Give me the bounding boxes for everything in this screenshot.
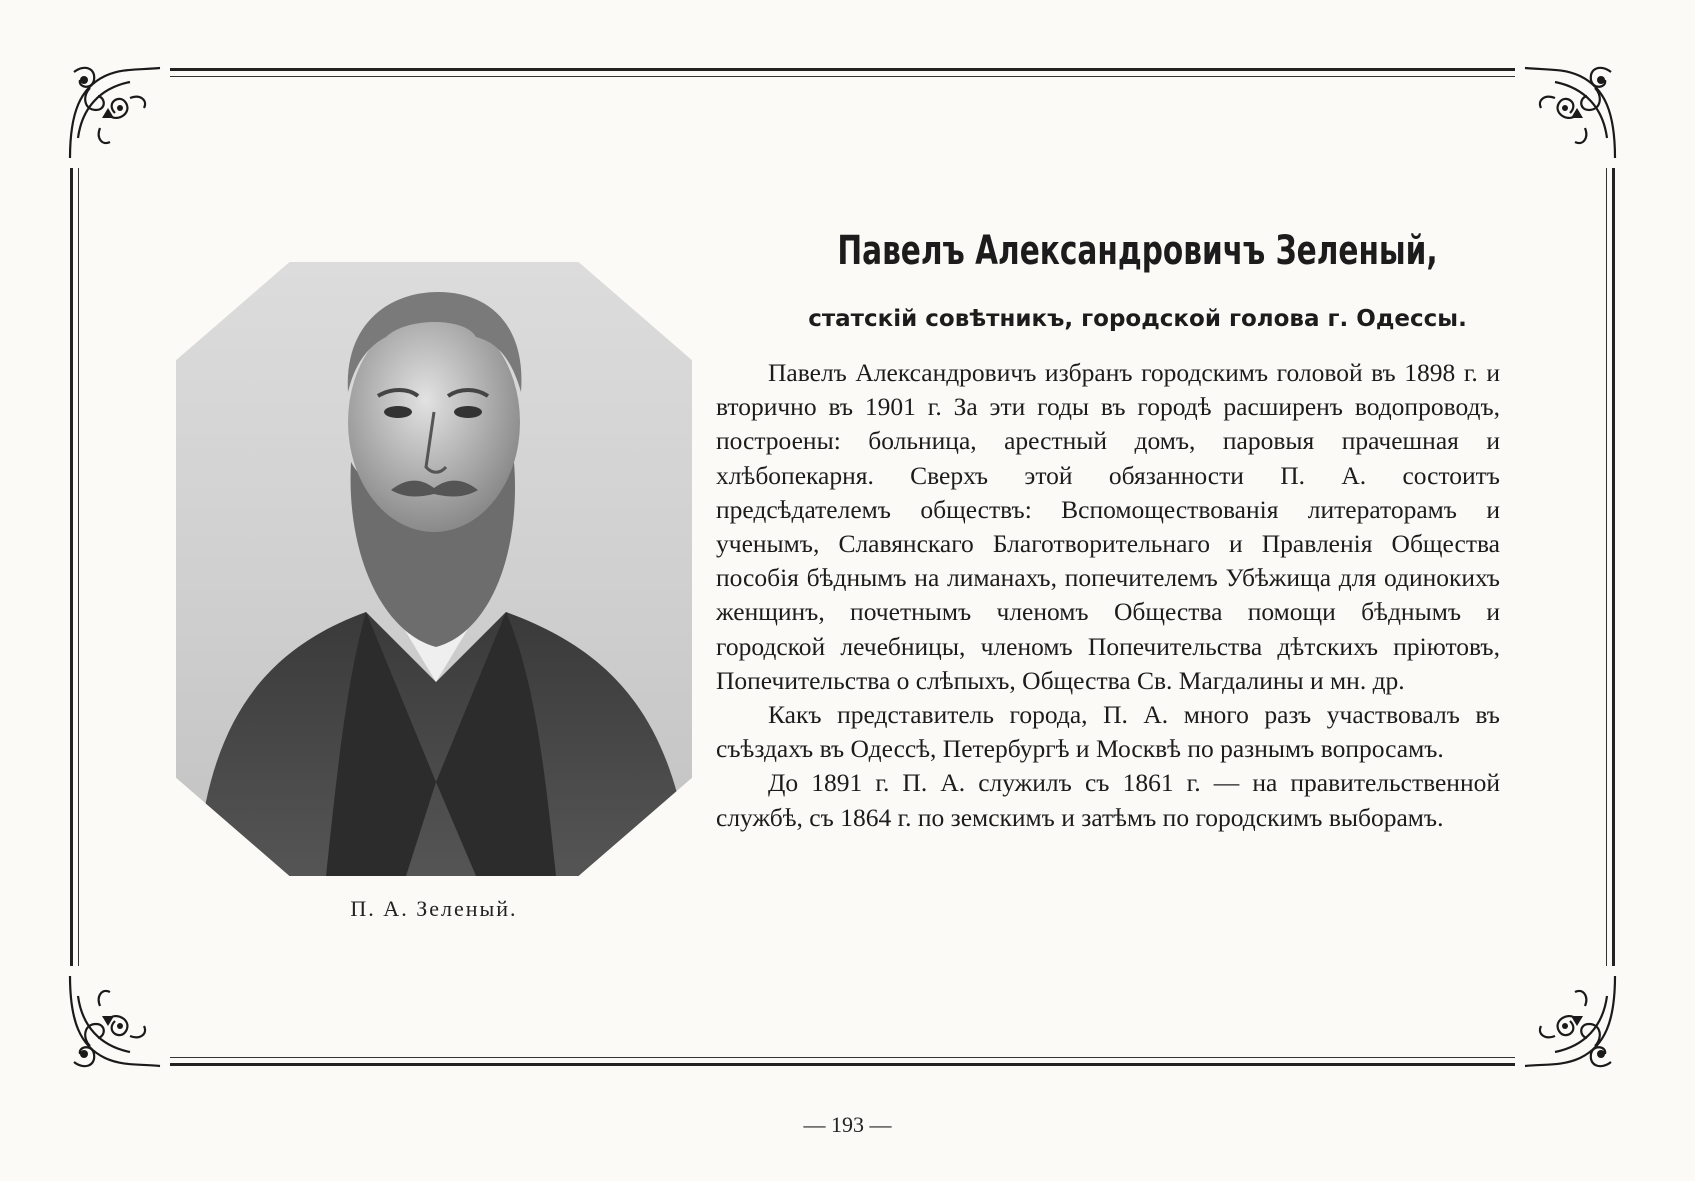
portrait-caption: П. А. Зеленый. — [350, 896, 518, 921]
portrait-photo — [176, 262, 692, 876]
corner-ornament-icon — [1515, 966, 1625, 1076]
biography-text — [716, 356, 1500, 835]
paragraph: Какъ представитель города, П. А. много разъ участвовалъ въ съѣздахъ въ Одессѣ, Петербургѣ и Москвѣ по разнымъ вопросамъ. — [716, 700, 1500, 764]
corner-ornament-icon — [60, 58, 170, 168]
paragraph: Павелъ Александровичъ избранъ городскимъ головой въ 1898 г. и вторично въ 1901 г. За эти годы въ городѣ расширенъ водопроводъ, построены: больница, арестный домъ, паровыя прачешная и хлѣбопекарня. Сверхъ этой обязанности П. А. состоитъ предсѣдателемъ обществъ: Вспомоществованія литераторамъ и ученымъ, Славянскаго Благотворительнаго и Правленія Общества пособія бѣднымъ на лиманахъ, попечителемъ Убѣжища для одинокихъ женщинъ, почетнымъ членомъ Общества помощи бѣднымъ и городской лечебницы, членомъ Попечительства дѣтскихъ пріютовъ, Попечительства о слѣпыхъ, Общества Св. Магдалины и мн. др. — [716, 358, 1500, 695]
page-subtitle: статскій совѣтникъ, городской голова г. Одессы. — [808, 306, 1467, 332]
corner-ornament-icon — [1515, 58, 1625, 168]
paragraph: До 1891 г. П. А. служилъ съ 1861 г. — на правительственной службѣ, съ 1864 г. по земскимъ и затѣмъ по городскимъ выборамъ. — [716, 768, 1500, 832]
page-title: Павелъ Александровичъ Зеленый, — [837, 228, 1438, 274]
page-number: — 193 — — [803, 1112, 892, 1137]
corner-ornament-icon — [60, 966, 170, 1076]
